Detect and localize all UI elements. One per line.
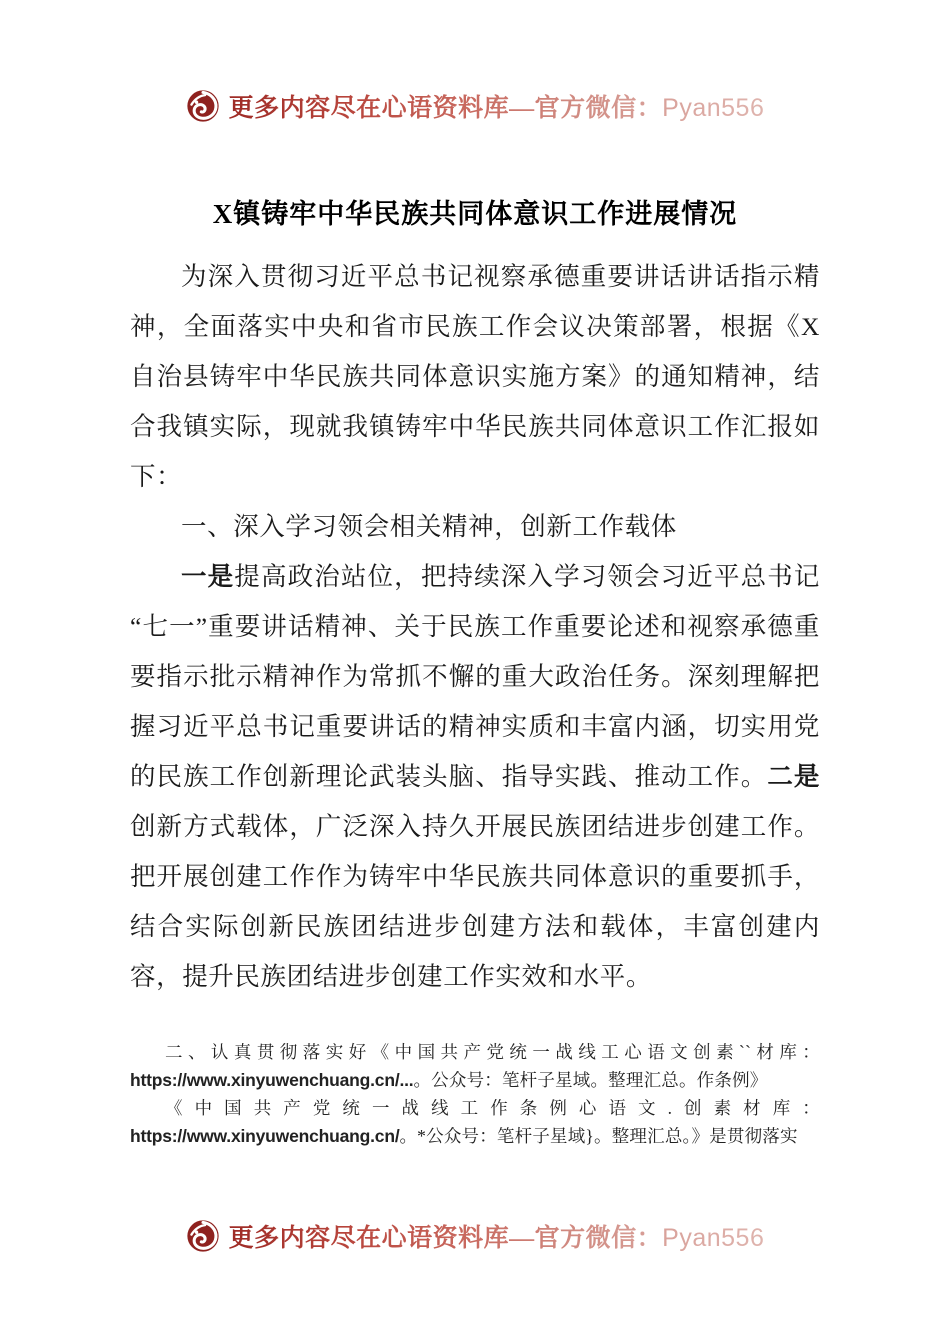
footnote-2-url: https://www.xinyuwenchuang.cn/: [130, 1126, 400, 1146]
footnote-2-lead: 《中国共产党统一战线工作条例心语文.创素材库：: [165, 1098, 820, 1118]
run-first-point-text: 提高政治站位，把持续深入学习领会习近平总书记“七一”重要讲话精神、关于民族工作重要论述和视察承德重要指示批示精神作为常抓不懈的重大政治任务。深刻理解把握习近平总书记重要讲话的精神实质和丰富内涵，切实用党的民族工作创新理论武装头脑、指导实践、推动工作。: [130, 562, 820, 791]
watermark-text: [229, 1218, 765, 1254]
document-body: [130, 252, 820, 1002]
watermark-handle: Pyan556: [662, 1224, 765, 1252]
watermark-top: [0, 83, 950, 129]
footnote-1-url: https://www.xinyuwenchuang.cn/...: [130, 1070, 414, 1090]
watermark-text: [229, 88, 765, 124]
footnote-1-lead: 二、认真贯彻落实好《中国共产党统一战线工心语文创素``材库：: [165, 1042, 820, 1062]
section-heading-1: 一、深入学习领会相关精神，创新工作载体: [181, 512, 677, 541]
run-second-point-label: 二是: [767, 762, 820, 791]
run-first-point-label: 一是: [181, 562, 235, 591]
paragraph-intro: 为深入贯彻习近平总书记视察承德重要讲话讲话指示精神，全面落实中央和省市民族工作会议决策部署，根据《X自治县铸牢中华民族共同体意识实施方案》的通知精神，结合我镇实际，现就我镇铸牢中华民族共同体意识工作汇报如下：: [130, 262, 820, 491]
footnote-1-tail: 。公众号：笔杆子星域。整理汇总。作条例》: [413, 1070, 768, 1090]
paragraph-regulation-reference: [130, 1094, 820, 1150]
footnote-2-tail: 。*公众号：笔杆子星域}。整理汇总。》是贯彻落实: [399, 1126, 798, 1146]
watermark-handle: Pyan556: [662, 94, 765, 122]
spiral-fish-logo-icon: [186, 89, 220, 123]
paragraph-section-1-body: [130, 552, 820, 1002]
page-title: X镇铸牢中华民族共同体意识工作进展情况: [212, 199, 738, 230]
run-second-point-text: 创新方式载体，广泛深入持久开展民族团结进步创建工作。把开展创建工作作为铸牢中华民族共同体意识的重要抓手，结合实际创新民族团结进步创建方法和载体，丰富创建内容，提升民族团结进步创建工作实效和水平。: [130, 812, 820, 991]
spiral-fish-logo-icon: [186, 1219, 220, 1253]
paragraph-heading-2-fragment: [130, 1038, 820, 1094]
watermark-main-text: 更多内容尽在心语资料库—官方微信：: [228, 1225, 663, 1252]
watermark-main-text: 更多内容尽在心语资料库—官方微信：: [228, 95, 663, 122]
document-footnote-body: [130, 1038, 820, 1150]
watermark-bottom: [0, 1213, 950, 1259]
